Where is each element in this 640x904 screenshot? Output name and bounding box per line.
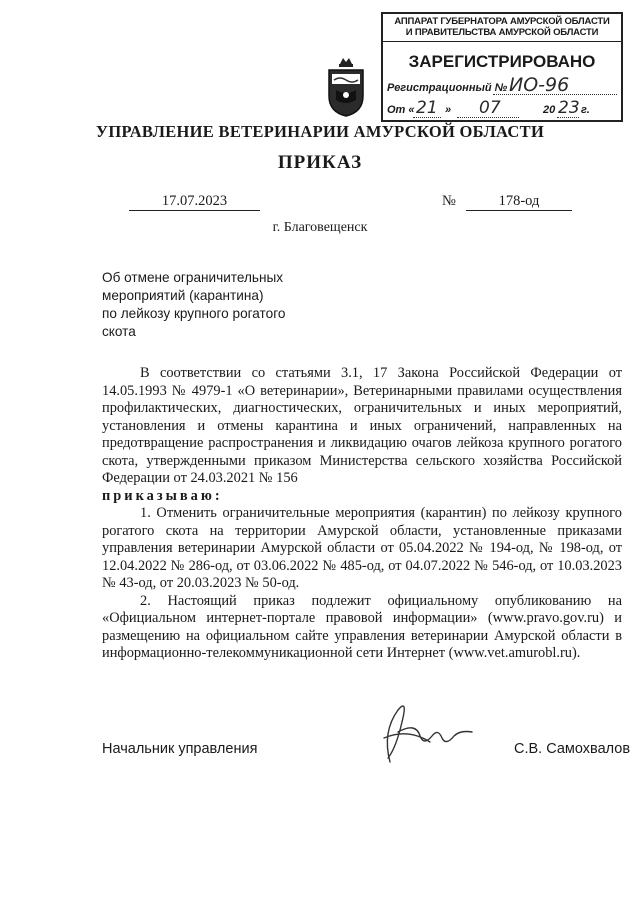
stamp-org-line-1: АППАРАТ ГУБЕРНАТОРА АМУРСКОЙ ОБЛАСТИ: [394, 16, 610, 27]
order-number: 178-од: [466, 193, 572, 211]
order-date: 17.07.2023: [129, 193, 260, 211]
order-body: [102, 365, 622, 663]
stamp-from-label: От «: [387, 104, 415, 116]
document-type: ПРИКАЗ: [277, 152, 363, 173]
signatory-name: С.В. Самохвалов: [514, 741, 631, 757]
number-sign: №: [442, 193, 456, 209]
stamp-reg-label: Регистрационный №: [387, 82, 508, 94]
city: г. Благовещенск: [272, 220, 368, 235]
stamp-title: ЗАРЕГИСТРИРОВАНО: [408, 52, 596, 71]
subject-line: мероприятий (карантина): [102, 288, 264, 303]
stamp-day-close: »: [445, 104, 452, 116]
stamp-organization: [383, 16, 621, 38]
handwritten-signature: [368, 692, 476, 772]
coat-of-arms-icon: [326, 56, 366, 118]
organization-title: УПРАВЛЕНИЕ ВЕТЕРИНАРИИ АМУРСКОЙ ОБЛАСТИ: [95, 122, 545, 141]
stamp-year-suffix: 23: [558, 98, 580, 118]
subject-line: скота: [102, 324, 136, 339]
preamble-paragraph: В соответствии со статьями 3.1, 17 Закона Российской Федерации от 14.05.1993 № 4979-1 «О ветеринарии», Ветеринарными правилами осуществления профилактических, диагностических, ограничительных и иных мероприятий, установления и отмены карантина и иных ограничений, направленных на предотвращение распространения и ликвидацию очагов лейкоза крупного рогатого скота, утвержденными приказом Министерства сельского хозяйства Российской Федерации от 24.03.2021 № 156: [102, 365, 622, 486]
stamp-reg-number: ИО-96: [509, 74, 570, 96]
stamp-year-prefix: 20: [543, 104, 556, 116]
stamp-month: 07: [479, 98, 501, 118]
subject-line: по лейкозу крупного рогатого: [102, 306, 286, 321]
order-subject: [102, 269, 322, 341]
decree-word: приказываю:: [102, 487, 223, 504]
order-item-1: 1. Отменить ограничительные мероприятия (карантин) по лейкозу крупного рогатого скота на территории Амурской области, установленные приказами управления ветеринарии Амурской области от 05.04.2022 № 194-од, № 198-од, от 12.04.2022 № 286-од, от 03.06.2022 № 485-од, от 04.07.2022 № 546-од, от 10.03.2023 № 43-од, от 20.03.2023 № 50-од.: [102, 505, 622, 591]
subject-line: Об отмене ограничительных: [102, 270, 284, 285]
order-item-2: 2. Настоящий приказ подлежит официальному опубликованию на «Официальном интернет-портале правовой информации» (www.pravo.gov.ru) и размещению на официальном сайте управления ветеринарии Амурской области в информационно-телекоммуникационной сети Интернет (www.vet.amurobl.ru).: [102, 592, 622, 661]
stamp-org-line-2: И ПРАВИТЕЛЬСТВА АМУРСКОЙ ОБЛАСТИ: [405, 27, 599, 38]
registration-stamp: [381, 12, 623, 122]
stamp-divider: [383, 41, 621, 42]
signatory-position: Начальник управления: [102, 741, 258, 757]
stamp-day: 21: [416, 98, 438, 118]
stamp-year-end: г.: [581, 104, 590, 116]
